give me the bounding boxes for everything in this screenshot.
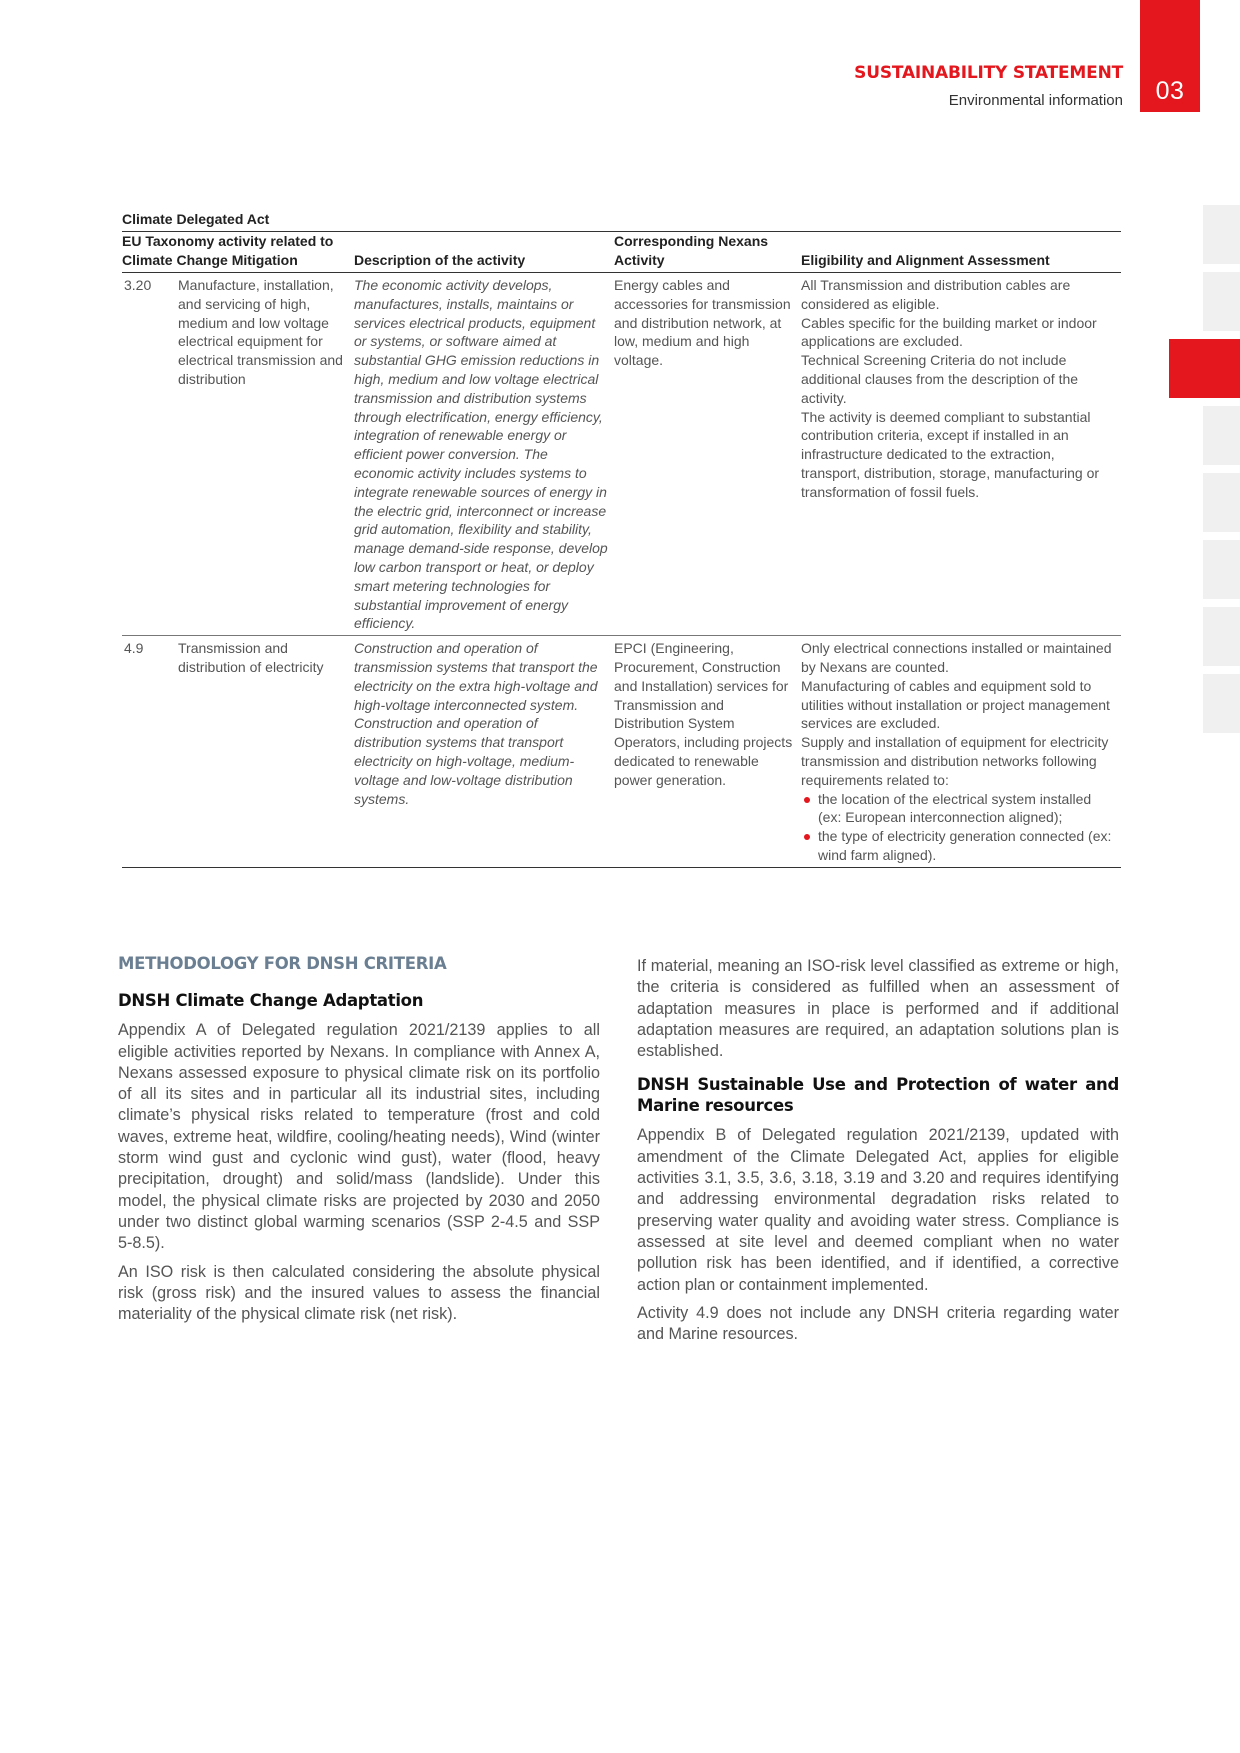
activity-number: 4.9 — [122, 636, 178, 868]
side-tab[interactable] — [1203, 540, 1240, 599]
side-tab-active[interactable] — [1169, 339, 1240, 398]
water-heading: DNSH Sustainable Use and Protection of water and Marine resources — [637, 1075, 1119, 1116]
subsection-title: Environmental information — [948, 92, 1123, 109]
activity-name: Transmission and distribution of electricity — [178, 636, 354, 868]
side-tab[interactable] — [1203, 205, 1240, 264]
adaptation-heading: DNSH Climate Change Adaptation — [118, 991, 424, 1011]
activity-name: Manufacture, installation, and servicing of high, medium and low voltage electrical equipment for electrical transmission and distribution — [178, 273, 354, 636]
side-tab[interactable] — [1203, 473, 1240, 532]
taxonomy-table — [122, 210, 1121, 868]
header-description: Description of the activity — [354, 232, 614, 273]
assessment-line: Supply and installation of equipment for electricity transmission and distribution networks following requirements related to: — [801, 734, 1109, 788]
header-activity: EU Taxonomy activity related to Climate Change Mitigation — [122, 232, 354, 273]
header-assessment: Eligibility and Alignment Assessment — [801, 232, 1121, 273]
nexans-activity: EPCI (Engineering, Procurement, Construction and Installation) services for Transmission and Distribution System Operators, including projects dedicated to renewable power generation. — [614, 636, 801, 868]
assessment-cell — [801, 636, 1121, 868]
water-paragraph: Activity 4.9 does not include any DNSH criteria regarding water and Marine resources. — [637, 1303, 1119, 1344]
assessment-line: Technical Screening Criteria do not include additional clauses from the description of the activity. — [801, 352, 1079, 406]
activity-description: Construction and operation of transmission systems that transport the electricity on the extra high-voltage and high-voltage interconnected system. Construction and operation of distribution systems that transport electricity on high-voltage, medium-voltage and low-voltage distribution systems. — [354, 636, 614, 868]
side-tab[interactable] — [1203, 674, 1240, 733]
side-tab[interactable] — [1203, 272, 1240, 331]
table-row — [122, 636, 1121, 868]
methodology-right-column — [637, 956, 1119, 1352]
activity-number: 3.20 — [122, 273, 178, 636]
methodology-left-column — [118, 953, 600, 1332]
bullet-item: the location of the electrical system installed (ex: European interconnection aligned); — [801, 790, 1115, 828]
side-tab[interactable] — [1203, 406, 1240, 465]
adaptation-paragraph: If material, meaning an ISO-risk level classified as extreme or high, the criteria is considered as fulfilled when an assessment of adaptation measures in place is performed and if additional adaptation measures are required, an adaptation solutions plan is established. — [637, 957, 1119, 1061]
bullet-item: the type of electricity generation connected (ex: wind farm aligned). — [801, 827, 1115, 865]
assessment-cell — [801, 273, 1121, 636]
assessment-line: Only electrical connections installed or maintained by Nexans are counted. — [801, 640, 1112, 675]
table-act-label: Climate Delegated Act — [122, 210, 1121, 232]
assessment-line: All Transmission and distribution cables are considered as eligible. — [801, 277, 1071, 312]
activity-description: The economic activity develops, manufactures, installs, maintains or services electrical products, equipment or systems, or software aimed at substantial GHG emission reductions in high, medium and low voltage electrical transmission and distribution systems through electrification, energy efficiency, integration of renewable energy or efficient power conversion. The economic activity includes systems to integrate renewable sources of energy in the electric grid, interconnect or increase grid automation, flexibility and stability, manage demand-side response, develop low carbon transport or heat, or deploy smart metering technologies for substantial improvement of energy efficiency. — [354, 273, 614, 636]
assessment-line: Manufacturing of cables and equipment sold to utilities without installation or project management services are excluded. — [801, 677, 1110, 732]
methodology-section-label: METHODOLOGY FOR DNSH CRITERIA — [118, 954, 447, 973]
nexans-activity: Energy cables and accessories for transmission and distribution network, at low, medium and high voltage. — [614, 273, 801, 636]
adaptation-paragraph: Appendix A of Delegated regulation 2021/2139 applies to all eligible activities reported by Nexans. In compliance with Annex A, Nexans assessed exposure to physical climate risk on its portfolio of all its sites and in particular all its industrial sites, including climate’s physical risks related to temperature (frost and cold waves, extreme heat, wildfire, cooling/heating needs), Wind (winter storm wind gust and cyclonic wind gust), water (flood, heavy precipitation, drought) and solid/mass (landslide). Under this model, the physical climate risks are projected by 2030 and 2050 under two distinct global warming scenarios (SSP 2-4.5 and SSP 5-8.5). — [118, 1021, 600, 1253]
water-paragraph: Appendix B of Delegated regulation 2021/2139, updated with amendment of the Climate Delegated Act, applies for eligible activities 3.1, 3.5, 3.6, 3.18, 3.19 and 3.20 and requires identifying and addressing environmental degradation risks related to preserving water quality and avoiding water stress. Compliance is assessed at site level and deemed compliant when no water pollution risk has been identified, and if identified, a corrective action plan or containment implemented. — [637, 1126, 1119, 1294]
chapter-number: 03 — [1155, 77, 1185, 105]
section-title: SUSTAINABILITY STATEMENT — [854, 63, 1123, 83]
side-tab[interactable] — [1203, 607, 1240, 666]
table-row — [122, 273, 1121, 636]
chapter-number-tab — [1140, 0, 1200, 112]
header-nexans: Corresponding Nexans Activity — [614, 232, 801, 273]
assessment-bullet-list — [801, 790, 1115, 865]
adaptation-paragraph: An ISO risk is then calculated considering the absolute physical risk (gross risk) and the insured values to assess the financial materiality of the physical climate risk (net risk). — [118, 1262, 600, 1324]
side-nav — [1203, 205, 1240, 741]
assessment-line: The activity is deemed compliant to substantial contribution criteria, except if installed in an infrastructure dedicated to the extraction, transport, distribution, storage, manufacturing or transformation of fossil fuels. — [801, 408, 1100, 500]
assessment-line: Cables specific for the building market or indoor applications are excluded. — [801, 314, 1097, 350]
